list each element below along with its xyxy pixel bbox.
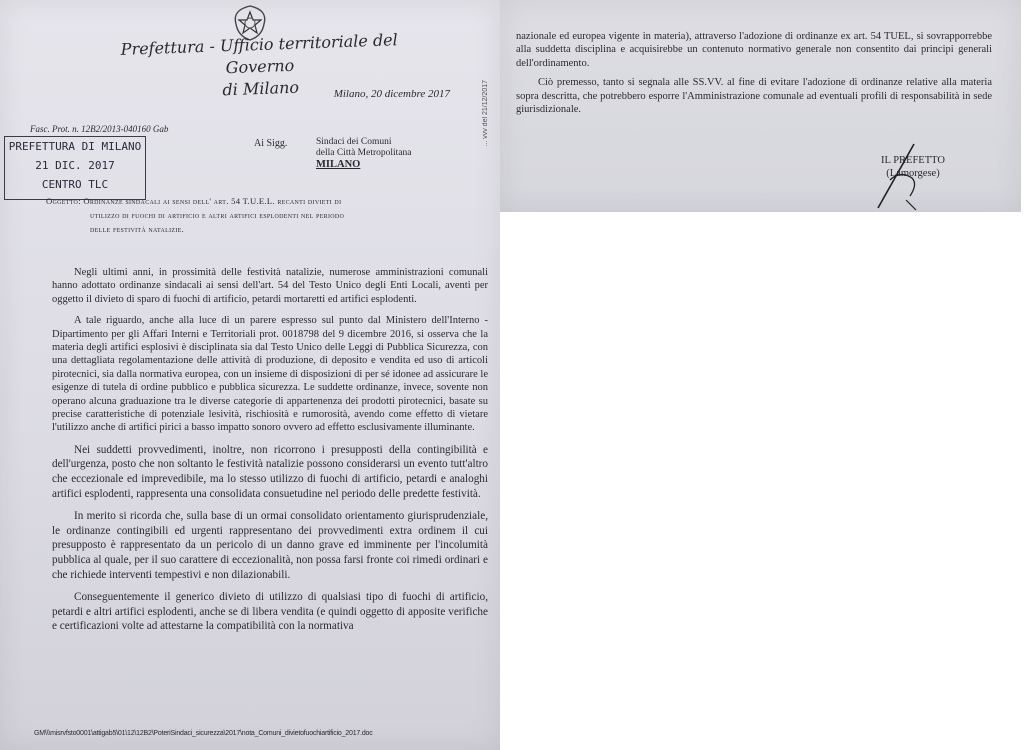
stamp-line-1: PREFETTURA DI MILANO (8, 140, 142, 153)
recipient-city: MILANO (316, 159, 361, 170)
subject-block (46, 194, 476, 236)
letter-date: Milano, 20 dicembre 2017 (333, 88, 450, 100)
protocol-number: Fasc. Prot. n. 12B2/2013-040160 Gab (30, 124, 169, 134)
body-paragraph: A tale riguardo, anche alla luce di un parere espresso sul punto dal Ministero dell'Interno - Dipartimento per gli Affari Interni e Territoriali prot. 0018798 del 9 dicembre 2016, si osserva che la materia degli artifici esplosivi è disciplinata sia dal Testo Unico delle Leggi di Pubblica Sicurezza, con una dettagliata regolamentazione delle attività di produzione, di deposito e vendita ed uso di articoli pirotecnici, sia dalla normativa europea, con un insieme di disposizioni di per sé idonee ad assicurare le esigenze di tutela di ordine pubblico e pubblica sicurezza. Le suddette ordinanze, invece, sovente non operano alcuna graduazione tra le diverse categorie di appartenenza dei prodotti pirotecnici, basate su precise caratteristiche di potenziale lesività, rischiosità e rumorosità, avendo come effetto di vietare l'utilizzo anche di artifici pirici a basso impatto sonoro ovvero ad effetto esclusivamente illuminante. (52, 315, 488, 434)
heading-line-2: di Milano (222, 77, 300, 100)
stamp-line-2: 21 DIC. 2017 (35, 159, 115, 172)
signer-title: IL PREFETTO (881, 155, 945, 166)
body-paragraph: Ciò premesso, tanto si segnala alle SS.VV. al fine di evitare l'adozione di ordinanze relative alla materia sopra descritta, che potrebbero esporre l'Amministrazione comunale ad eventuali profili di responsabilità in sede giurisdizionale. (516, 77, 992, 116)
body-paragraph: In merito si ricorda che, sulla base di un ormai consolidato orientamento giurisprudenziale, le ordinanze contingibili ed urgenti rappresentano dei provvedimenti extra ordinem il cui presupposto è rappresentato da un pericolo di un danno grave ed imminente per l'incolumità pubblica al quale, per il suo carattere di eccezionalità, non possa farsi fronte coi rimedi ordinari e che richiede interventi tempestivi e non dilazionabili. (52, 510, 488, 581)
handwritten-signature-icon (870, 140, 930, 212)
body-paragraph: Negli ultimi anni, in prossimità delle festività natalizie, numerose amministrazioni comunali hanno adottato ordinanze sindacali ai sensi dell'art. 54 del Testo Unico degli Enti Locali, aventi per oggetto il divieto di sparo di fuochi di artificio, petardi mortaretti ed artifici esplodenti. (52, 267, 488, 305)
letter-body-continued (516, 30, 992, 122)
stamp-line-3: CENTRO TLC (41, 178, 109, 191)
body-paragraph: nazionale ed europea vigente in materia), attraverso l'adozione di ordinanze ex art. 54 TUEL, si sovrapporrebbe alla suddetta disciplina e acquisirebbe un contenuto normativo generale non consentito dai principi generali dell'ordinamento. (516, 31, 992, 69)
received-stamp (4, 136, 146, 200)
subject-line-2: utilizzo di fuochi di artificio e altri artifici esplodenti nel periodo (90, 210, 345, 220)
body-paragraph: Conseguentemente il generico divieto di utilizzo di qualsiasi tipo di fuochi di artificio, petardi e altri artifici esplodenti, anche se di libera vendita (e quindi oggetto di apposite verifiche e certificazioni volte ad attestarne la compatibilità con la normativa (52, 591, 488, 633)
recipients-block (316, 137, 412, 170)
recipient-line-2: della Città Metropolitana (316, 148, 412, 158)
letter-page-2 (500, 0, 1021, 212)
side-annotation: ... vvv del 21/12/2017 (482, 80, 489, 147)
subject-line-1: Ordinanze sindacali ai sensi dell' art. 54 T.U.E.L. recanti divieti di (83, 196, 342, 206)
recipient-line-1: Sindaci dei Comuni (316, 137, 392, 147)
salutation: Ai Sigg. (254, 138, 288, 149)
file-path-footer: GM\\\misrvfsto0001\attigab5\01\12\12B2\PoteriSindaci_sicurezza\2017\nota_Comuni_divietofuochiartificio_2017.doc (34, 730, 373, 737)
heading-line-1: Prefettura - Ufficio territoriale del Governo (120, 30, 399, 78)
letter-body (52, 266, 488, 642)
body-paragraph: Nei suddetti provvedimenti, inoltre, non ricorrono i presupposti della contingibilità e dell'urgenza, posto che non soltanto le festività natalizie possono considerarsi un evento tutt'altro che eccezionale ed imprevedibile, ma lo stesso utilizzo di fuochi di artificio, petardi e analoghi artifici esplodenti, rappresenta una consolidata consuetudine nel periodo delle predette festività. (52, 443, 488, 500)
subject-label: Oggetto: (46, 196, 81, 206)
subject-line-3: delle festività natalizie. (90, 224, 185, 234)
letter-page-1 (0, 0, 500, 750)
signer-name: (Lamorgese) (886, 168, 940, 179)
